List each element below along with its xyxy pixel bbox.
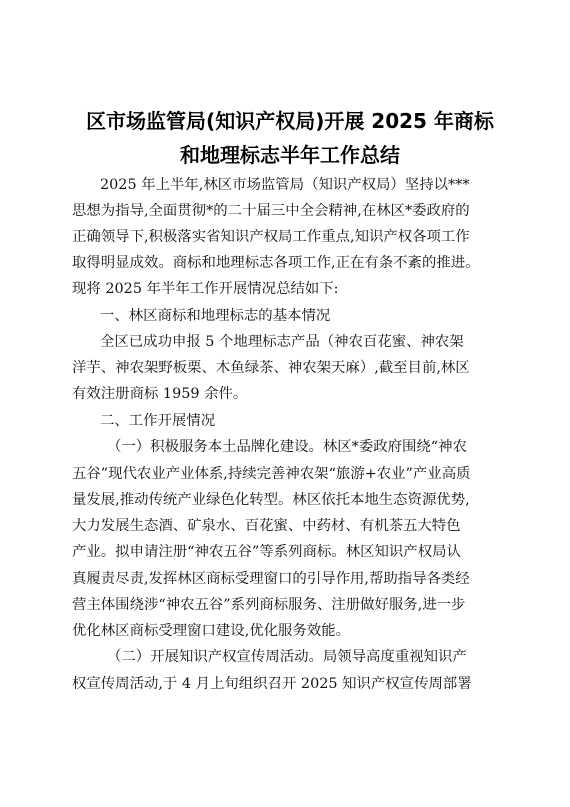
body-paragraph-line: 取得明显成效。商标和地理标志各项工作,正在有条不紊的推进。 (72, 255, 480, 271)
body-paragraph-line: 五谷”现代农业产业体系,持续完善神农架“旅游+农业”产业高质 (72, 466, 471, 482)
body-paragraph-line: 量发展,推动传统产业绿色化转型。林区依托本地生态资源优势, (72, 492, 470, 508)
body-paragraph-line: 正确领导下,积极落实省知识产权局工作重点,知识产权各项工作 (72, 229, 470, 245)
section-heading-2: 二、工作开展情况 (100, 413, 216, 429)
document-title-line-2: 和地理标志半年工作总结 (180, 143, 400, 167)
body-paragraph-line: 营主体围绕涉“神农五谷”系列商标服务、注册做好服务,进一步 (72, 597, 466, 613)
body-paragraph-line: 大力发展生态酒、矿泉水、百花蜜、中药材、有机茶五大特色 (72, 518, 461, 534)
section-heading-1: 一、林区商标和地理标志的基本情况 (100, 308, 331, 324)
body-paragraph-line: 有效注册商标 1959 余件。 (72, 386, 248, 402)
body-paragraph-line: 真履责尽责,发挥林区商标受理窗口的引导作用,帮助指导各类经 (72, 571, 470, 587)
body-paragraph-line: 产业。拟申请注册“神农五谷”等系列商标。林区知识产权局认 (72, 544, 461, 560)
body-paragraph-line: 权宣传周活动,于 4 月上旬组织召开 2025 知识产权宣传周部署 (72, 676, 472, 692)
body-paragraph-line: 2025 年上半年,林区市场监管局（知识产权局）坚持以*** (100, 177, 470, 193)
body-paragraph-line: 洋芋、神农架野板栗、木鱼绿茶、神农架天麻）,截至目前,林区 (72, 360, 470, 376)
body-paragraph-line: 现将 2025 年半年工作开展情况总结如下: (72, 281, 339, 297)
body-paragraph-line: （一）积极服务本土品牌化建设。林区*委政府围绕“神农 (107, 439, 467, 455)
body-paragraph-line: 优化林区商标受理窗口建设,优化服务效能。 (72, 623, 350, 639)
body-paragraph-line: 全区已成功申报 5 个地理标志产品（神农百花蜜、神农架 (100, 334, 464, 350)
document-title-line-1: 区市场监管局(知识产权局)开展 2025 年商标 (86, 109, 494, 133)
body-paragraph-line: 思想为指导,全面贯彻*的二十届三中全会精神,在林区*委政府的 (72, 203, 470, 219)
body-paragraph-line: （二）开展知识产权宣传周活动。局领导高度重视知识产 (107, 649, 467, 665)
